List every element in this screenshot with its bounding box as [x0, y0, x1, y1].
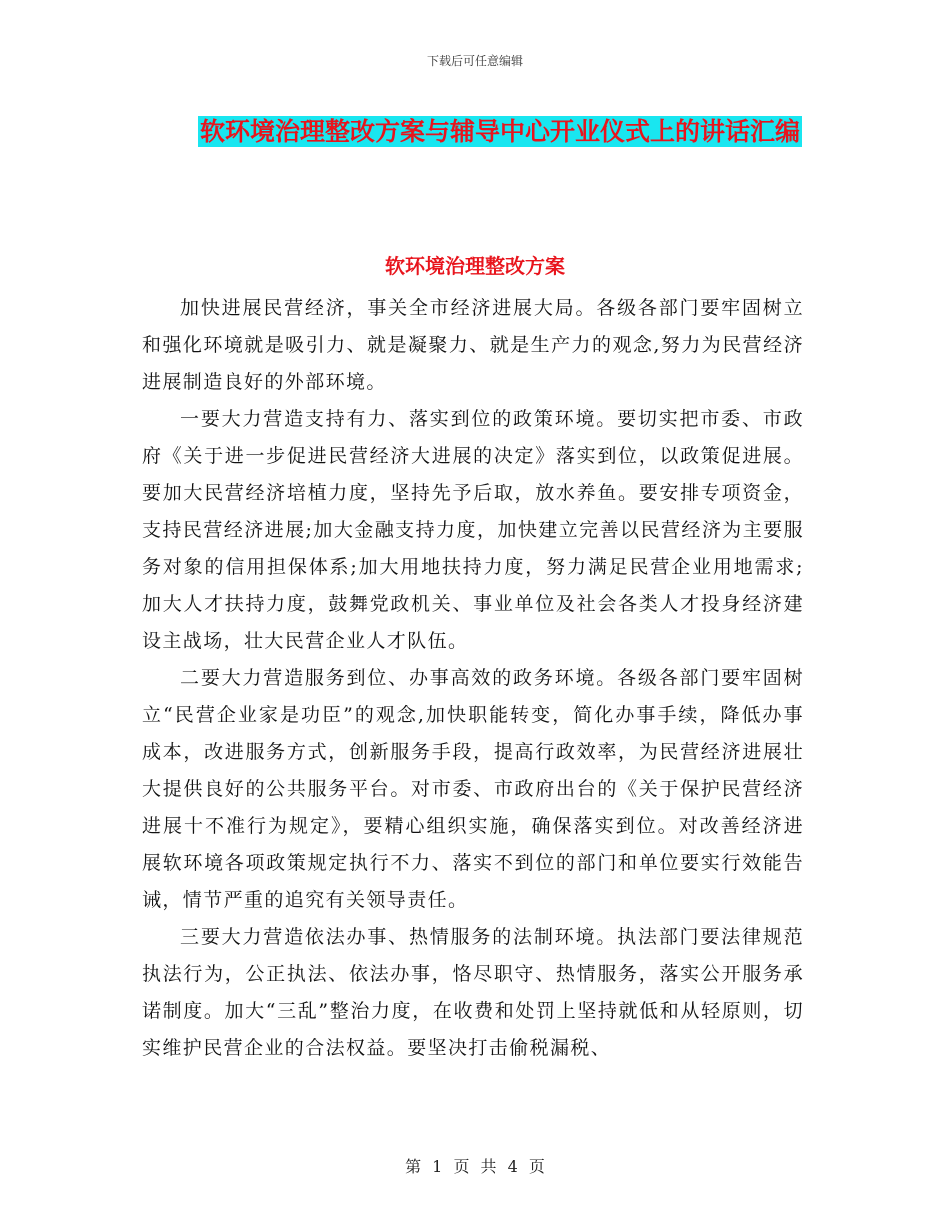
paragraph: 三要大力营造依法办事、热情服务的法制环境。执法部门要法律规范执法行为，公正执法、依法办事，恪尽职守、热情服务，落实公开服务承诺制度。加大“三乱”整治力度，在收费和处罚上坚持就低和从轻原则，切实维护民营企业的合法权益。要坚决打击偷税漏税、 [142, 926, 804, 1059]
page-footer: 第 1 页 共 4 页 [405, 1157, 545, 1176]
header-note: 下载后可任意编辑 [426, 54, 523, 68]
document-title-text: 软环境治理整改方案与辅导中心开业仪式上的讲话汇编 [199, 117, 800, 146]
paragraph: 二要大力营造服务到位、办事高效的政务环境。各级各部门要牢固树立“民营企业家是功臣”的观念,加快职能转变，简化办事手续，降低办事成本，改进服务方式，创新服务手段，提高行政效率，为民营经济进展壮大提供良好的公共服务平台。对市委、市政府出台的《关于保护民营经济进展十不准行为规定》，要精心组织实施，确保落实到位。对改善经济进展软环境各项政策规定执行不力、落实不到位的部门和单位要实行效能告诫，情节严重的追究有关领导责任。 [142, 667, 804, 911]
section-title: 软环境治理整改方案 [385, 254, 565, 278]
paragraph: 加快进展民营经济，事关全市经济进展大局。各级各部门要牢固树立和强化环境就是吸引力、就是凝聚力、就是生产力的观念,努力为民营经济进展制造良好的外部环境。 [142, 297, 804, 393]
document-body [142, 290, 804, 1067]
document-title [190, 110, 810, 153]
paragraph: 一要大力营造支持有力、落实到位的政策环境。要切实把市委、市政府《关于进一步促进民营经济大进展的决定》落实到位，以政策促进展。要加大民营经济培植力度，坚持先予后取，放水养鱼。要安排专项资金，支持民营经济进展;加大金融支持力度，加快建立完善以民营经济为主要服务对象的信用担保体系;加大用地扶持力度，努力满足民营企业用地需求;加大人才扶持力度，鼓舞党政机关、事业单位及社会各类人才投身经济建设主战场，壮大民营企业人才队伍。 [142, 408, 804, 652]
